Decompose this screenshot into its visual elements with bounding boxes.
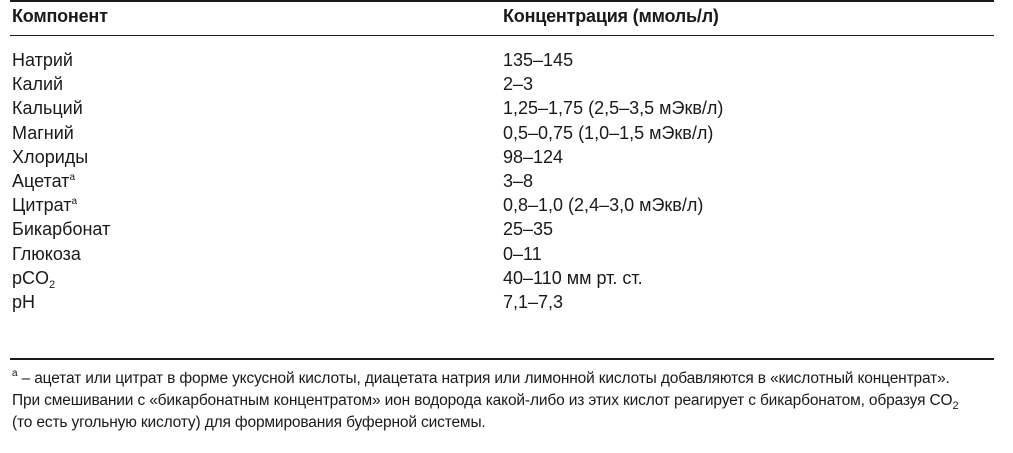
footnote	[12, 368, 1002, 434]
component-name-text: Бикарбонат	[12, 219, 111, 240]
component-name-text: Кальций	[12, 98, 83, 119]
component-name-text: Цитрат	[12, 195, 72, 216]
component-name-text: Ацетат	[12, 170, 70, 191]
concentration-value: 135–145	[503, 50, 574, 70]
component-name	[12, 193, 77, 217]
component-name-text: Натрий	[12, 50, 73, 70]
component-name	[12, 72, 63, 96]
concentration-value: 40–110 мм рт. ст.	[503, 267, 643, 288]
concentration-value: 2–3	[503, 74, 534, 95]
table-row	[0, 290, 1013, 314]
footnote-text-1: – ацетат или цитрат в форме уксусной кислоты, диацетата натрия или лимонной кислоты добавляются в «кислотный концентрат».	[17, 370, 950, 387]
component-name	[12, 48, 73, 72]
table-row	[0, 217, 1013, 241]
footnote-line-1	[12, 368, 1002, 390]
concentration-value: 0–11	[503, 243, 542, 264]
table-row	[0, 266, 1013, 290]
component-name	[12, 242, 81, 266]
component-name	[12, 169, 75, 193]
footnote-co2-subscript: 2	[952, 400, 959, 412]
component-name	[12, 121, 74, 145]
component-name-text: Глюкоза	[12, 243, 81, 264]
table-row	[0, 72, 1013, 96]
footnote-line-2	[12, 390, 1002, 412]
table-header-rule	[10, 35, 994, 36]
component-name-text: pCO	[12, 267, 50, 288]
table-row	[0, 242, 1013, 266]
table-row	[0, 169, 1013, 193]
column-header-component: Компонент	[12, 6, 108, 26]
concentration-value: 0,8–1,0 (2,4–3,0 мЭкв/л)	[503, 195, 704, 216]
concentration-value: 7,1–7,3	[503, 291, 564, 312]
table-row	[0, 121, 1013, 145]
component-name-text: Калий	[12, 74, 64, 95]
component-name	[12, 217, 110, 241]
component-name-text: pH	[12, 291, 36, 312]
concentration-value: 1,25–1,75 (2,5–3,5 мЭкв/л)	[503, 98, 724, 119]
table-top-rule	[10, 0, 994, 2]
footnote-line-3: (то есть угольную кислоту) для формирования буферной системы.	[12, 414, 486, 431]
component-name-text: Хлориды	[12, 146, 89, 167]
table-row	[0, 193, 1013, 217]
concentration-value: 0,5–0,75 (1,0–1,5 мЭкв/л)	[503, 122, 714, 143]
table-bottom-rule	[10, 358, 994, 360]
footnote-reference: a	[69, 171, 75, 183]
concentration-value: 25–35	[503, 219, 554, 240]
table-row	[0, 96, 1013, 120]
table-body	[0, 48, 1013, 314]
concentration-value: 3–8	[503, 170, 534, 191]
table-row	[0, 48, 1013, 72]
footnote-marker: a	[12, 368, 18, 379]
component-name-text: Магний	[12, 122, 74, 143]
column-header-concentration: Концентрация (ммоль/л)	[503, 6, 719, 26]
component-name	[12, 96, 83, 120]
component-name-subscript: 2	[49, 278, 56, 291]
table-row	[0, 145, 1013, 169]
component-name	[12, 290, 35, 314]
component-name	[12, 266, 55, 290]
footnote-reference: a	[71, 196, 78, 208]
component-name	[12, 145, 88, 169]
concentration-value: 98–124	[503, 146, 564, 167]
footnote-text-2: При смешивании с «бикарбонатным концентратом» ион водорода какой-либо из этих кислот реагирует с бикарбонатом, образуя CO	[12, 392, 953, 409]
